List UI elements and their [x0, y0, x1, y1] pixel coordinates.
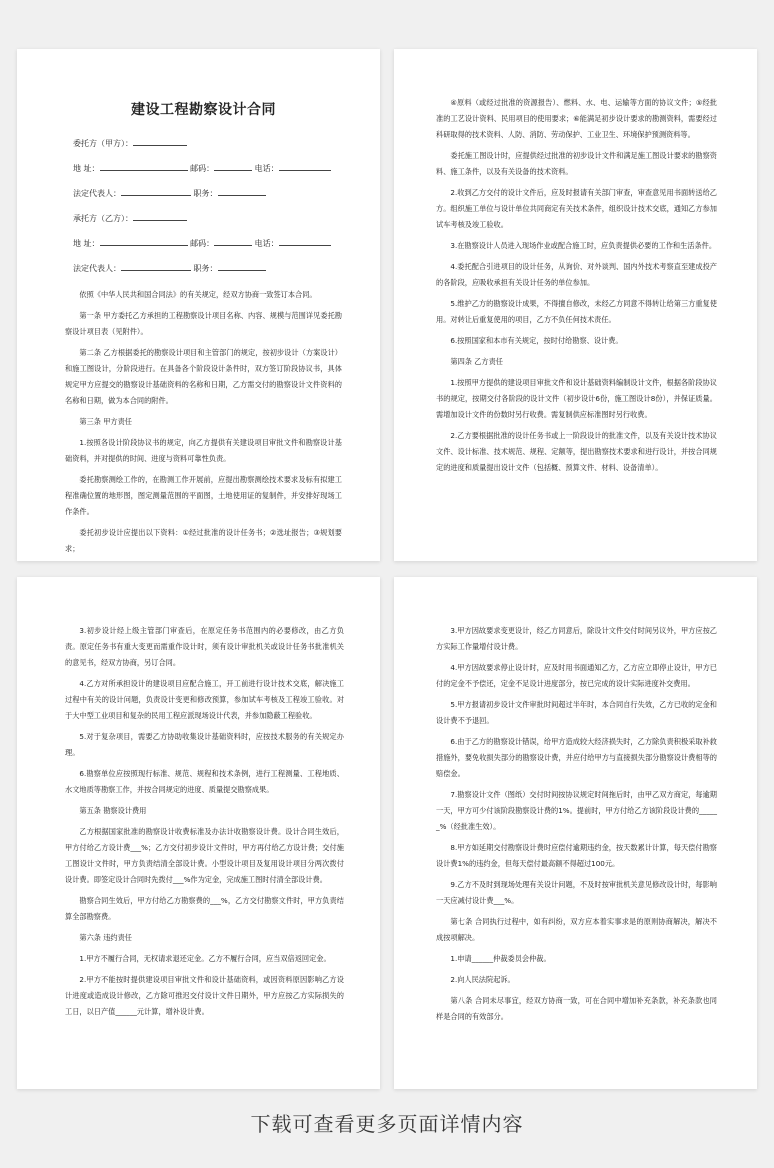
section-heading: 第七条 合同执行过程中，如有纠纷，双方应本着实事求是的原则协商解决，解决不成按项解决。	[436, 917, 717, 942]
paragraph: 3.初步设计经上级主管部门审查后，在原定任务书范围内的必要修改，由乙方负责。原定任务书有重大变更而需重作设计时，须有设计审批机关或设计任务书批准机关的意见书，经双方协商，另订合同。	[65, 626, 344, 667]
contractor-label: 承托方（乙方）：	[73, 214, 133, 223]
paragraph: 勘察合同生效后，甲方付给乙方勘察费的___%，乙方交付勘察文件时，甲方负责结算全部勘察费。	[65, 896, 344, 921]
address2-blank	[100, 237, 188, 246]
address-label: 地 址：	[73, 164, 100, 173]
paragraph: 依照《中华人民共和国合同法》的有关规定，经双方协商一致签订本合同。	[79, 290, 317, 299]
paragraph: 1.申请______仲裁委员会仲裁。	[450, 954, 551, 963]
paragraph: 2.甲方不能按时提供建设项目审批文件和设计基础资料，或因资料原因影响乙方设计进度或造成设计修改，乙方除可推迟交付设计文件日期外，甲方应按乙方实际损失的工日，以日产值______元计算，增补设计费。	[65, 975, 344, 1016]
paragraph: 8.甲方如延期交付勘察设计费时应偿付逾期违约金，按天数累计计算，每天偿付勘察设计费1%的违约金，但每天偿付最高额不得超过100元。	[436, 843, 717, 868]
section-heading: 第六条 违约责任	[79, 933, 132, 942]
paragraph: 4.甲方因故要求停止设计时，应及时用书面通知乙方，乙方应立即停止设计，甲方已付的定金不予偿还，定金不足设计进度部分，按已完成的设计实际进度补交费用。	[436, 663, 717, 688]
postcode2-blank	[214, 237, 252, 246]
position2-blank	[218, 262, 266, 271]
paragraph: 7.勘察设计文件（图纸）交付时间按协议规定时间拖后时，由甲乙双方商定，每逾期一天，甲方可少付该阶段勘察设计费的1%。提前时，甲方付给乙方该阶段设计费的______%（经批准生效）。	[436, 790, 717, 831]
paragraph: 4.乙方对所承担设计的建设项目应配合施工，开工前进行设计技术交底，解决施工过程中有关的设计问题，负责设计变更和修改预算，参加试车考核及工程竣工验收。对于大中型工业项目和复杂的民用工程应派现场设计代表，并参加隐蔽工程验收。	[65, 679, 344, 720]
address-line	[73, 162, 342, 174]
paragraph: 3.在勘察设计人员进入现场作业或配合施工时，应负责提供必要的工作和生活条件。	[450, 241, 717, 250]
position2-label: 职务：	[193, 264, 218, 273]
paragraph: 2.收到乙方交付的设计文件后，应及时报请有关部门审查，审查意见用书面转送给乙方。组织施工单位与设计单位共同商定有关技术条件，组织设计技术交底，通知乙方参加试车考核及竣工验收。	[436, 188, 717, 229]
postcode2-label: 邮码：	[190, 239, 215, 248]
paragraph: 9.乙方不及时到现场处理有关设计问题，不及时按审批机关意见修改设计时，每影响一天应减付设计费___%。	[436, 880, 717, 905]
paragraph: 第八条 合同未尽事宜，经双方协商一致，可在合同中增加补充条款，补充条款也同样是合同的有效部分。	[436, 996, 717, 1021]
phone-label: 电话：	[254, 164, 279, 173]
address2-line	[73, 237, 342, 249]
paragraph: 3.甲方因故要求变更设计，经乙方同意后，除设计文件交付时间另议外，甲方应按乙方实际工作量增付设计费。	[436, 626, 717, 651]
document-page-2	[394, 49, 757, 561]
postcode-label: 邮码：	[190, 164, 215, 173]
legal-rep2-line	[73, 262, 342, 274]
position-label: 职务：	[193, 189, 218, 198]
paragraph: 4.委托配合引进项目的设计任务，从询价、对外谈判、国内外技术考察直至建成投产的各阶段，应吸收承担有关设计任务的单位参加。	[436, 262, 717, 287]
paragraph: 5.对于复杂项目，需要乙方协助收集设计基础资料时，应按技术服务的有关规定办理。	[65, 732, 344, 757]
paragraph: 1.甲方不履行合同，无权请求退还定金。乙方不履行合同，应当双倍返回定金。	[79, 954, 331, 963]
paragraph: 2.向人民法院起诉。	[450, 975, 515, 984]
paragraph: 乙方根据国家批准的勘察设计收费标准及办法计收勘察设计费。设计合同生效后，甲方付给乙方设计费___%；乙方交付初步设计文件时，甲方再付给乙方设计费；交付施工图设计文件时，甲方负责结清全部设计费。小型设计项目及复用设计项目分两次拨付设计费。即签定设计合同时先拨付___%作为定金，完成施工图时付清全部设计费。	[65, 827, 344, 884]
client-label: 委托方（甲方）：	[73, 139, 133, 148]
legal-rep-blank	[121, 187, 191, 196]
paragraph: 2.乙方要根据批准的设计任务书或上一阶段设计的批准文件，以及有关设计技术协议文件、设计标准、技术规范、规程、定额等，提出勘察技术要求和进行设计，并按合同规定的进度和质量提出设计文件（包括概、预算文件、材料、设备清单）。	[436, 431, 717, 472]
legal-rep-line	[73, 187, 342, 199]
paragraph: ④原料（或经过批准的资源报告）、燃料、水、电、运输等方面的协议文件；⑤经批准的工艺设计资料、民用项目的使用要求；⑥能满足初步设计要求的勘测资料，需要经过科研取得的技术资料、人防、消防、劳动保护、工业卫生、环境保护预测资料等。	[436, 98, 717, 139]
paragraph: 第二条 乙方根据委托的勘察设计项目和主管部门的规定，按初步设计（方案设计）和施工图设计，分阶段进行。在具备各个阶段设计条件时，双方签订阶段协议书，具体规定甲方应提交的勘察设计基础资料的名称和日期，乙方需交付的勘察设计文件资料的名称和日期，做为本合同的附件。	[65, 348, 342, 405]
section-heading: 第四条 乙方责任	[450, 357, 503, 366]
contractor-blank	[133, 212, 187, 221]
legal-rep2-blank	[121, 262, 191, 271]
contractor-line	[73, 212, 342, 224]
download-more-caption[interactable]: 下载可查看更多页面详情内容	[250, 1112, 524, 1136]
contract-title: 建设工程勘察设计合同	[131, 102, 276, 118]
section-heading: 第三条 甲方责任	[79, 417, 132, 426]
client-blank	[133, 137, 187, 146]
phone2-blank	[279, 237, 331, 246]
paragraph: 6.按照国家和本市有关规定，按时付给勘察、设计费。	[450, 336, 623, 345]
paragraph: 6.由于乙方的勘察设计错误，给甲方造成较大经济损失时，乙方除负责积极采取补救措施外，要免收损失部分的勘察设计费，并应付给甲方与直接损失部分勘察设计费相等的赔偿金。	[436, 737, 717, 778]
document-page-3	[17, 577, 380, 1089]
address2-label: 地 址：	[73, 239, 100, 248]
phone2-label: 电话：	[254, 239, 279, 248]
paragraph: 委托勘察测绘工作的，在勘测工作开展前，应提出勘察测绘技术要求及标有拟建工程准确位置的地形图，图定测量范围的平面图，土地使用证的复制件，并安排好现场工作条件。	[65, 475, 342, 516]
client-line	[73, 137, 342, 149]
phone-blank	[279, 162, 331, 171]
paragraph: 6.勘察单位应按照现行标准、规范、规程和技术条例，进行工程测量、工程地质、水文地质等勘察工作，并按合同规定的进度、质量提交勘察成果。	[65, 769, 344, 794]
paragraph: 委托施工图设计时，应提供经过批准的初步设计文件和满足施工图设计要求的勘察资料、施工条件，以及有关设备的技术资料。	[436, 151, 717, 176]
paragraph: 5.甲方报请初步设计文件审批时间超过半年时，本合同自行失效，乙方已收的定金和设计费不予退回。	[436, 700, 717, 725]
paragraph: 委托初步设计应提出以下资料：①经过批准的设计任务书；②选址报告；③规划要求；	[65, 528, 342, 553]
legal-rep-label: 法定代表人：	[73, 189, 121, 198]
page1-body	[65, 287, 342, 557]
position-blank	[218, 187, 266, 196]
paragraph: 1.按照各设计阶段协议书的规定，向乙方提供有关建设项目审批文件和勘察设计基础资料，并对提供的时间、进度与资料可靠性负责。	[65, 438, 342, 463]
address-blank	[100, 162, 188, 171]
document-page-1	[17, 49, 380, 561]
paragraph: 1.按照甲方提供的建设项目审批文件和设计基础资料编制设计文件，根据各阶段协议书的规定，按期交付各阶段的设计文件（初步设计6份，施工图设计8份），并保证质量。需增加设计文件的份数时另行收费。需复制供应标准图时另行收费。	[436, 378, 717, 419]
paragraph: 5.维护乙方的勘察设计成果，不得擅自修改，未经乙方同意不得转让给第三方重复使用。对转让后重复使用的项目，乙方不负任何技术责任。	[436, 299, 717, 324]
paragraph: 第一条 甲方委托乙方承担的工程勘察设计项目名称、内容、规模与范围详见委托勘察设计项目表（见附件）。	[65, 311, 342, 336]
section-heading: 第五条 勘察设计费用	[79, 806, 147, 815]
legal-rep2-label: 法定代表人：	[73, 264, 121, 273]
document-page-4	[394, 577, 757, 1089]
postcode-blank	[214, 162, 252, 171]
